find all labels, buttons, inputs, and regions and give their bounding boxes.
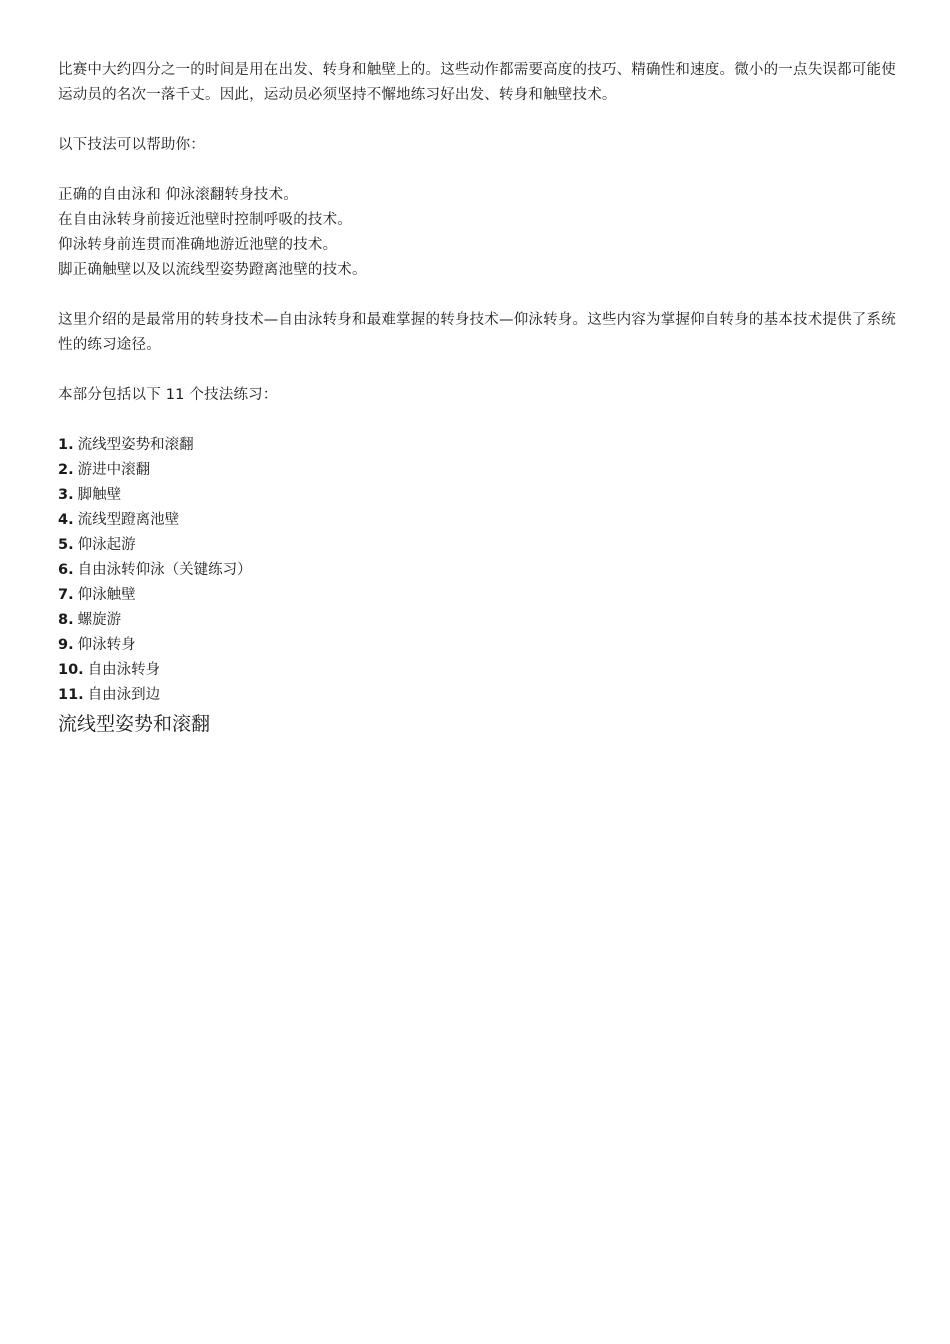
list-item <box>58 683 896 708</box>
list-item-number: 3. <box>58 487 74 503</box>
spacer <box>58 358 896 383</box>
list-item-text: 流线型姿势和滚翻 <box>77 437 194 453</box>
list-item-number: 4. <box>58 512 74 528</box>
list-item <box>58 458 896 483</box>
technique-line: 仰泳转身前连贯而准确地游近池壁的技术。 <box>58 237 338 253</box>
list-item <box>58 608 896 633</box>
list-item-text: 仰泳起游 <box>77 537 136 553</box>
technique-line: 在自由泳转身前接近池壁时控制呼吸的技术。 <box>58 212 352 228</box>
list-item-text: 自由泳转身 <box>87 662 161 678</box>
drills-intro: 本部分包括以下 11 个技法练习： <box>58 387 278 403</box>
spacer <box>58 108 896 133</box>
list-item-text: 流线型蹬离池壁 <box>77 512 180 528</box>
list-item-number: 11. <box>58 687 84 703</box>
list-item-number: 6. <box>58 562 74 578</box>
intro-paragraph: 比赛中大约四分之一的时间是用在出发、转身和触壁上的。这些动作都需要高度的技巧、精确性和速度。微小的一点失误都可能使运动员的名次一落千丈。因此，运动员必须坚持不懈地练习好出发、转身和触壁技术。 <box>58 62 896 103</box>
list-item <box>58 433 896 458</box>
section-heading: 流线型姿势和滚翻 <box>58 713 211 735</box>
list-item <box>58 558 896 583</box>
list-item <box>58 633 896 658</box>
list-item-number: 8. <box>58 612 74 628</box>
list-item <box>58 508 896 533</box>
list-item-number: 7. <box>58 587 74 603</box>
list-item-number: 5. <box>58 537 74 553</box>
list-item-text: 自由泳转仰泳（关键练习） <box>77 562 252 578</box>
help-intro: 以下技法可以帮助你： <box>58 137 205 153</box>
list-item-number: 10. <box>58 662 84 678</box>
list-item-text: 自由泳到边 <box>87 687 161 703</box>
document-page <box>58 58 896 740</box>
list-item-text: 仰泳触壁 <box>77 587 136 603</box>
list-item-text: 螺旋游 <box>77 612 122 628</box>
list-item <box>58 658 896 683</box>
list-item-number: 9. <box>58 637 74 653</box>
list-item <box>58 533 896 558</box>
spacer <box>58 408 896 433</box>
spacer <box>58 283 896 308</box>
list-item-text: 仰泳转身 <box>77 637 136 653</box>
list-item-text: 脚触壁 <box>77 487 122 503</box>
list-item <box>58 583 896 608</box>
drills-list <box>58 433 896 708</box>
technique-line: 正确的自由泳和 仰泳滚翻转身技术。 <box>58 187 299 203</box>
list-item-number: 2. <box>58 462 74 478</box>
list-item-number: 1. <box>58 437 74 453</box>
list-item-text: 游进中滚翻 <box>77 462 151 478</box>
list-item <box>58 483 896 508</box>
overview-paragraph: 这里介绍的是最常用的转身技术—自由泳转身和最难掌握的转身技术—仰泳转身。这些内容为掌握仰自转身的基本技术提供了系统性的练习途径。 <box>58 312 896 353</box>
technique-line: 脚正确触壁以及以流线型姿势蹬离池壁的技术。 <box>58 262 367 278</box>
spacer <box>58 158 896 183</box>
